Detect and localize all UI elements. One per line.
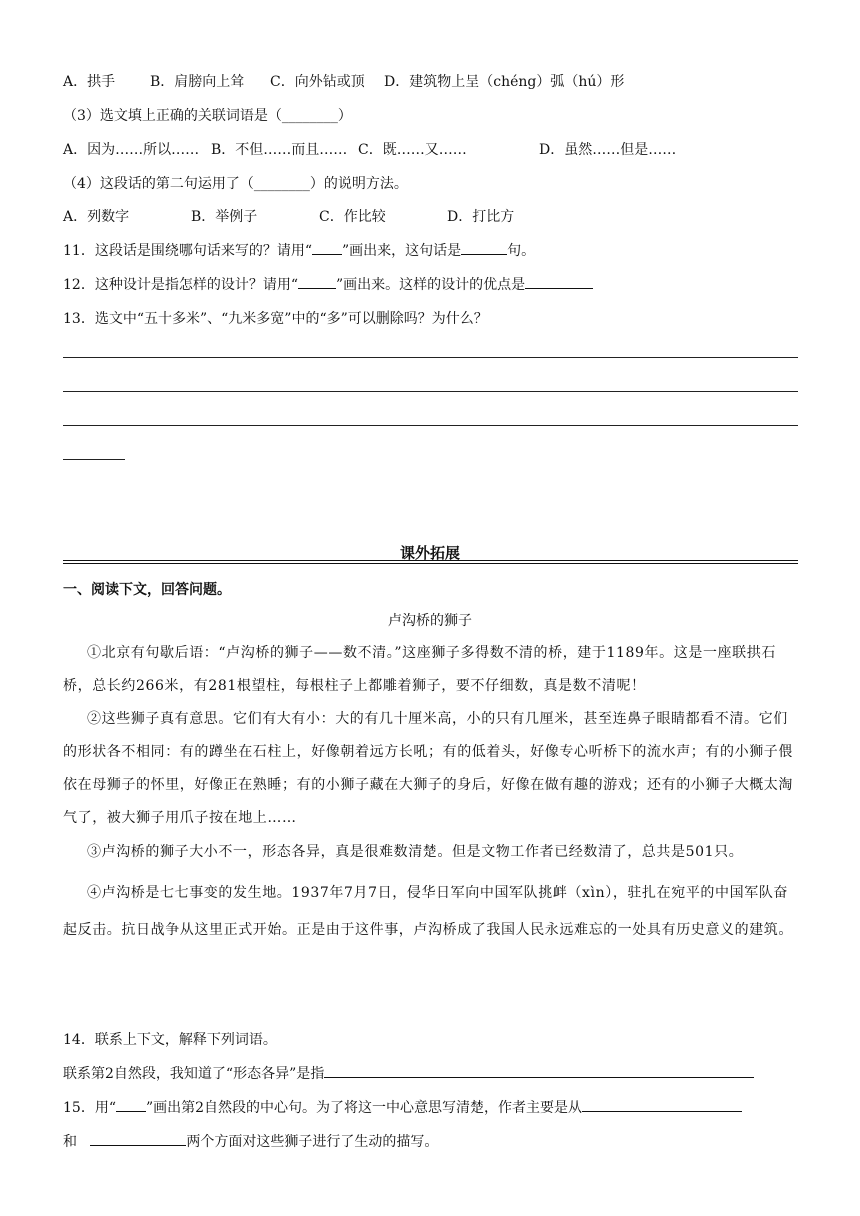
q10-4-option-a[interactable]: A．列数字 — [63, 209, 130, 225]
q15-underline-blank[interactable] — [116, 1097, 146, 1112]
q10-2-options — [63, 71, 624, 91]
q10-4-option-c[interactable]: C．作比较 — [319, 209, 386, 225]
q13-answer-line-3[interactable] — [63, 425, 798, 426]
q11-answer-blank[interactable] — [461, 240, 507, 255]
q10-2-option-c[interactable]: C．向外钻或顶 — [270, 74, 365, 90]
paragraph-4-text: ④卢沟桥是七七事变的发生地。1937年7月7日，侵华日军向中国军队挑衅（xìn），驻扎在宛平的中国军队奋起反击。抗日战争从这里正式开始。正是由于这件事，卢沟桥成了我国人民永远难忘的一处具有历史意义的建筑。 — [63, 885, 793, 938]
q10-3-option-c[interactable]: C．既……又…… — [358, 142, 467, 158]
question-12 — [63, 274, 593, 294]
reading-heading: 一、阅读下文，回答问题。 — [63, 582, 231, 598]
q10-4-option-d[interactable]: D．打比方 — [447, 209, 515, 225]
q12-answer-blank[interactable] — [525, 274, 593, 289]
section-title: 课外拓展 — [399, 544, 460, 562]
q13-answer-line-1[interactable] — [63, 357, 798, 358]
q15-text-and: 和 — [63, 1134, 77, 1150]
q10-2-option-a[interactable]: A．拱手 — [63, 74, 116, 90]
q14-sub — [63, 1063, 754, 1083]
q11-text-post: 句。 — [507, 243, 536, 259]
paragraph-2-text: ②这些狮子真有意思。它们有大有小：大的有几十厘米高，小的只有几厘米，甚至连鼻子眼睛都看不清。它们的形状各不相同：有的蹲坐在石柱上，好像朝着远方长吼；有的低着头，好像专心听桥下的流水声；有的小狮子偎依在母狮子的怀里，好像正在熟睡；有的小狮子藏在大狮子的身后，好像在做有趣的游戏；还有的小狮子大概太淘气了，被大狮子用爪子按在地上…… — [63, 711, 793, 826]
q14-sub-text: 联系第2自然段，我知道了“形态各异”是指 — [63, 1066, 325, 1082]
q13-answer-line-2[interactable] — [63, 391, 798, 392]
passage-paragraph-1 — [63, 637, 798, 703]
paragraph-3-text: ③卢沟桥的狮子大小不一，形态各异，真是很难数清楚。但是文物工作者已经数清了，总共是501只。 — [87, 844, 744, 860]
q10-4-prompt: （4）这段话的第二句运用了（________）的说明方法。 — [63, 176, 408, 192]
q15-text-pre: 15．用“ — [63, 1100, 116, 1116]
q10-4-options — [63, 206, 514, 226]
q10-3-option-a[interactable]: A．因为……所以…… — [63, 142, 200, 158]
q10-3-option-d[interactable]: D．虽然……但是…… — [539, 142, 677, 158]
section-divider — [63, 560, 798, 564]
question-15-cont — [63, 1131, 438, 1151]
q14-text: 14．联系上下文，解释下列词语。 — [63, 1032, 277, 1048]
paragraph-1-text: ①北京有句歇后语：“卢沟桥的狮子——数不清。”这座狮子多得数不清的桥，建于1189年。这是一座联拱石桥，总长约266米，有281根望柱，每根柱子上都雕着狮子，要不仔细数，真是数不清呢！ — [63, 645, 776, 694]
q12-text-pre: 12．这种设计是指怎样的设计？请用“ — [63, 277, 298, 293]
passage-paragraph-3 — [63, 836, 798, 869]
passage-paragraph-4 — [63, 875, 798, 949]
q15-text-mid: ”画出第2自然段的中心句。为了将这一中心意思写清楚，作者主要是从 — [145, 1100, 583, 1116]
q11-text-pre: 11．这段话是围绕哪句话来写的？请用“ — [63, 243, 312, 259]
q12-text-mid: ”画出来。这样的设计的优点是 — [335, 277, 526, 293]
q10-2-option-d[interactable]: D．建筑物上呈（chéng）弧（hú）形 — [384, 74, 625, 90]
q10-3-option-b[interactable]: B．不但……而且…… — [211, 142, 348, 158]
q13-text: 13．选文中“五十多米”、“九米多宽”中的“多”可以删除吗？为什么？ — [63, 311, 488, 327]
question-11 — [63, 240, 535, 260]
q10-2-option-b[interactable]: B．肩膀向上耸 — [150, 74, 245, 90]
q15-answer-blank-2[interactable] — [90, 1131, 186, 1146]
q10-4-option-b[interactable]: B．举例子 — [191, 209, 258, 225]
question-15 — [63, 1097, 742, 1117]
q15-answer-blank-1[interactable] — [582, 1097, 742, 1112]
q12-underline-blank[interactable] — [298, 274, 336, 289]
q11-text-mid: ”画出来，这句话是 — [341, 243, 462, 259]
q11-underline-blank[interactable] — [312, 240, 342, 255]
q10-3-options — [63, 139, 676, 159]
q13-answer-line-4[interactable] — [63, 459, 125, 460]
passage-paragraph-2 — [63, 703, 798, 835]
q15-text-post: 两个方面对这些狮子进行了生动的描写。 — [186, 1134, 439, 1150]
q10-3-prompt: （3）选文填上正确的关联词语是（________） — [63, 108, 352, 124]
q14-answer-blank[interactable] — [324, 1063, 754, 1078]
passage-title: 卢沟桥的狮子 — [388, 613, 472, 629]
